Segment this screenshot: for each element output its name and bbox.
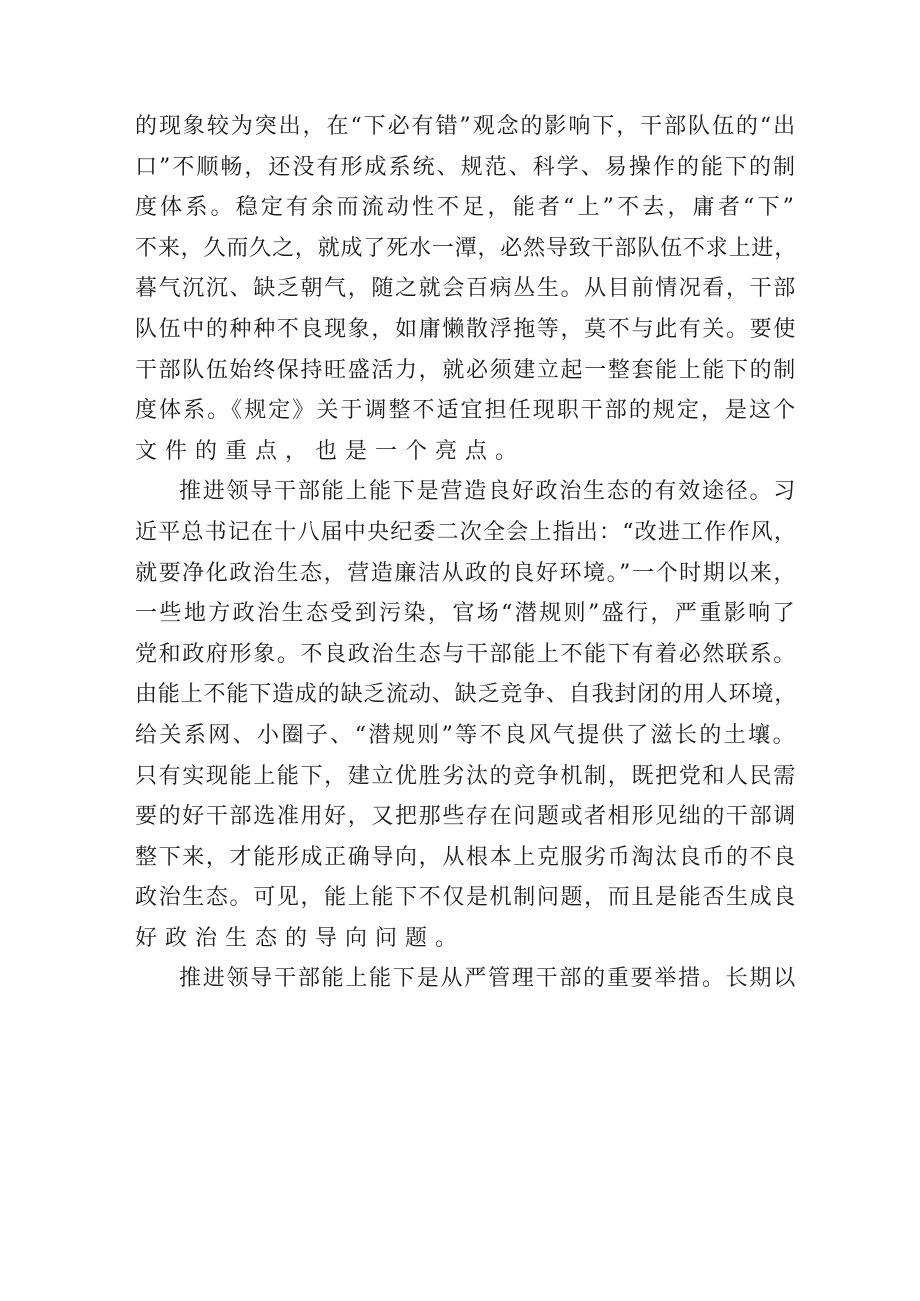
text-line: 要的好干部选准用好，又把那些存在问题或者相形见绌的干部调 <box>135 804 797 830</box>
text-line: 不来，久而久之，就成了死水一潭，必然导致干部队伍不求上进， <box>135 235 798 261</box>
text-line: 政治生态。可见，能上能下不仅是机制问题，而且是能否生成良 <box>135 885 797 911</box>
text-line: 推进领导干部能上能下是营造良好政治生态的有效途径。习 <box>179 479 798 505</box>
text-line: 干部队伍始终保持旺盛活力，就必须建立起一整套能上能下的制 <box>135 357 797 383</box>
paragraph-1 <box>135 107 797 472</box>
text-line: 由能上不能下造成的缺乏流动、缺乏竞争、自我封闭的用人环境， <box>135 682 798 708</box>
text-line: 一些地方政治生态受到污染，官场“潜规则”盛行，严重影响了 <box>135 601 797 627</box>
text-line: 整下来，才能形成正确导向，从根本上克服劣币淘汰良币的不良 <box>135 844 797 870</box>
text-line: 只有实现能上能下，建立优胜劣汰的竞争机制，既把党和人民需 <box>135 763 797 789</box>
text-line: 度体系。《规定》关于调整不适宜担任现职干部的规定，是这个 <box>135 398 798 424</box>
text-line: 近平总书记在十八届中央纪委二次全会上指出：“改进工作作风， <box>135 519 798 545</box>
text-line: 文件的重点，也是一个亮点。 <box>135 438 526 464</box>
text-line: 推进领导干部能上能下是从严管理干部的重要举措。长期以 <box>179 966 798 992</box>
text-line: 党和政府形象。不良政治生态与干部能上不能下有着必然联系。 <box>135 641 797 667</box>
text-line: 给关系网、小圈子、“潜规则”等不良风气提供了滋长的土壤。 <box>135 722 797 748</box>
paragraph-3 <box>135 959 797 1000</box>
text-line: 口”不顺畅，还没有形成系统、规范、科学、易操作的能下的制 <box>135 154 798 180</box>
text-line: 队伍中的种种不良现象，如庸懒散浮拖等，莫不与此有关。要使 <box>135 316 797 342</box>
text-line: 好政治生态的导向问题。 <box>135 925 466 951</box>
paragraph-2 <box>135 472 797 959</box>
text-line: 度体系。稳定有余而流动性不足，能者“上”不去，庸者“下” <box>135 195 798 221</box>
document-body <box>135 107 797 1000</box>
text-line: 暮气沉沉、缺乏朝气，随之就会百病丛生。从目前情况看，干部 <box>135 276 797 302</box>
text-line: 的现象较为突出，在“下必有错”观念的影响下，干部队伍的“出 <box>135 114 798 139</box>
text-line: 就要净化政治生态，营造廉洁从政的良好环境。”一个时期以来， <box>135 560 798 586</box>
